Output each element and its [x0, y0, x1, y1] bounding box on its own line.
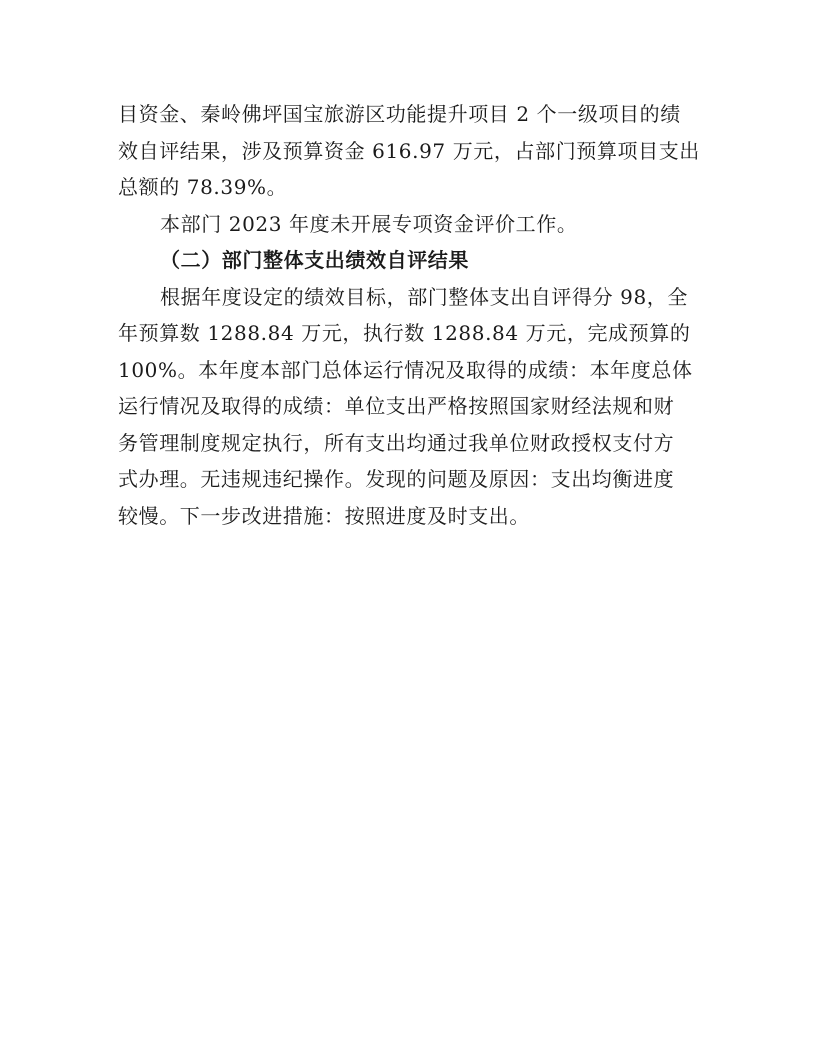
text-line: 式办理。无违规违纪操作。发现的问题及原因：支出均衡进度	[118, 467, 675, 491]
text-line: 较慢。下一步改进措施：按照进度及时支出。	[118, 503, 530, 528]
text-line: 效自评结果，涉及预算资金 616.97 万元，占部门预算项目支出	[118, 138, 700, 163]
text-line: 年预算数 1288.84 万元，执行数 1288.84 万元，完成预算的	[118, 321, 691, 345]
text-line: 运行情况及取得的成绩：单位支出严格按照国家财经法规和财	[118, 394, 675, 418]
text-line: 100%。本年度本部门总体运行情况及取得的成绩：本年度总体	[118, 357, 693, 382]
text-line: 根据年度设定的绩效目标，部门整体支出自评得分 98，全	[160, 284, 689, 309]
document-page	[118, 96, 708, 534]
text-line: 本部门 2023 年度未开展专项资金评价工作。	[160, 211, 578, 236]
text-line: 总额的 78.39%。	[118, 175, 288, 199]
text-line: 目资金、秦岭佛坪国宝旅游区功能提升项目 2 个一级项目的绩	[118, 102, 681, 126]
section-heading: （二）部门整体支出绩效自评结果	[160, 248, 469, 272]
paragraph-special-funds	[118, 206, 708, 243]
paragraph-project-results	[118, 96, 708, 206]
paragraph-overall-results	[118, 279, 708, 535]
text-line: 务管理制度规定执行，所有支出均通过我单位财政授权支付方	[118, 430, 675, 455]
